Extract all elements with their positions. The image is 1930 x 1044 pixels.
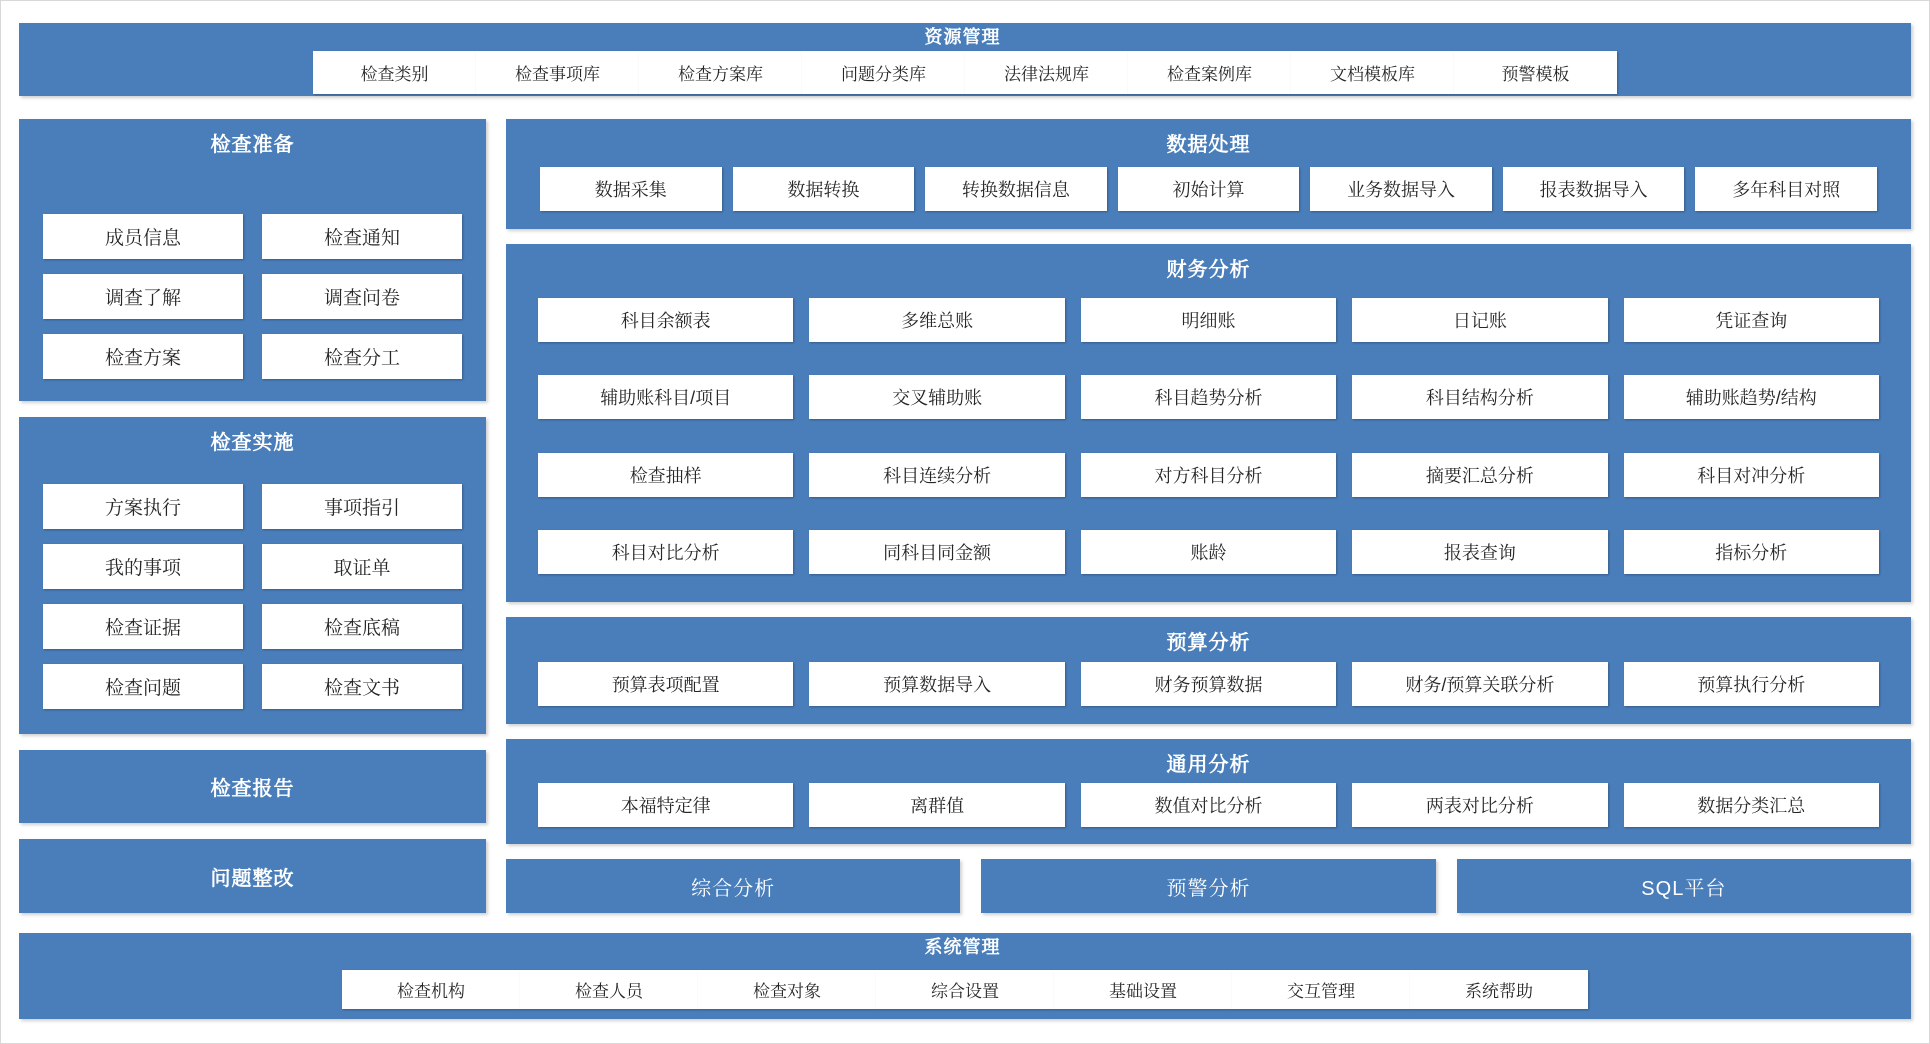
panel-title: 检查实施 xyxy=(210,432,295,454)
panel-inspection-preparation xyxy=(19,119,486,401)
financial-analysis-button[interactable]: 科目对冲分析 xyxy=(1624,453,1879,497)
resource-bar-button[interactable]: 问题分类库 xyxy=(802,51,965,94)
system-bar-button[interactable]: 检查人员 xyxy=(520,970,698,1009)
financial-analysis-button[interactable]: 同科目同金额 xyxy=(809,530,1064,574)
financial-analysis-button[interactable]: 检查抽样 xyxy=(538,453,793,497)
financial-analysis-button[interactable]: 辅助账趋势/结构 xyxy=(1624,375,1879,419)
prep-panel-buttons xyxy=(19,157,486,401)
panel-sql-platform[interactable]: SQL平台 xyxy=(1457,859,1911,913)
financial-analysis-button[interactable]: 摘要汇总分析 xyxy=(1352,453,1607,497)
panel-warning-analysis[interactable]: 预警分析 xyxy=(981,859,1435,913)
panel-financial-analysis xyxy=(506,244,1911,602)
panel-title: 通用分析 xyxy=(1166,754,1251,776)
general-analysis-button[interactable]: 数值对比分析 xyxy=(1081,783,1336,827)
system-management-bar xyxy=(19,933,1911,1019)
financial-analysis-button[interactable]: 指标分析 xyxy=(1624,530,1879,574)
financial-analysis-button[interactable]: 日记账 xyxy=(1352,298,1607,342)
resource-bar-button[interactable]: 检查方案库 xyxy=(639,51,802,94)
budget-analysis-button[interactable]: 预算数据导入 xyxy=(809,662,1064,706)
prep-panel-button[interactable]: 调查了解 xyxy=(43,274,243,319)
panel-problem-rectification[interactable] xyxy=(19,839,486,913)
system-bar-button[interactable]: 基础设置 xyxy=(1054,970,1232,1009)
data-processing-button[interactable]: 多年科目对照 xyxy=(1695,167,1877,211)
right-column xyxy=(506,119,1911,913)
budget-analysis-button[interactable]: 预算执行分析 xyxy=(1624,662,1879,706)
impl-panel-button[interactable]: 方案执行 xyxy=(43,484,243,529)
budget-analysis-buttons xyxy=(506,655,1911,724)
financial-analysis-button[interactable]: 凭证查询 xyxy=(1624,298,1879,342)
general-analysis-button[interactable]: 本福特定律 xyxy=(538,783,793,827)
system-bar-button[interactable]: 系统帮助 xyxy=(1410,970,1588,1009)
system-bar-button[interactable]: 交互管理 xyxy=(1232,970,1410,1009)
financial-analysis-button[interactable]: 科目结构分析 xyxy=(1352,375,1607,419)
financial-analysis-button[interactable]: 科目对比分析 xyxy=(538,530,793,574)
prep-panel-button[interactable]: 检查方案 xyxy=(43,334,243,379)
financial-analysis-button[interactable]: 辅助账科目/项目 xyxy=(538,375,793,419)
prep-panel-button[interactable]: 调查问卷 xyxy=(262,274,462,319)
budget-analysis-button[interactable]: 财务/预算关联分析 xyxy=(1352,662,1607,706)
system-management-label: 系统管理 xyxy=(924,937,1001,957)
system-bar-button[interactable]: 检查机构 xyxy=(342,970,520,1009)
panel-title: 预算分析 xyxy=(1166,632,1251,654)
data-processing-button[interactable]: 初始计算 xyxy=(1118,167,1300,211)
panel-inspection-implementation xyxy=(19,417,486,734)
financial-analysis-buttons xyxy=(506,282,1911,602)
impl-panel-button[interactable]: 我的事项 xyxy=(43,544,243,589)
panel-title: 检查准备 xyxy=(210,134,295,156)
impl-panel-button[interactable]: 检查底稿 xyxy=(262,604,462,649)
impl-panel-button[interactable]: 取证单 xyxy=(262,544,462,589)
panel-inspection-report[interactable] xyxy=(19,750,486,823)
data-processing-button[interactable]: 数据转换 xyxy=(733,167,915,211)
system-bar-buttons xyxy=(325,959,1605,1019)
prep-panel-button[interactable]: 检查分工 xyxy=(262,334,462,379)
system-bar-button[interactable]: 检查对象 xyxy=(698,970,876,1009)
data-processing-button[interactable]: 数据采集 xyxy=(540,167,722,211)
resource-management-label: 资源管理 xyxy=(924,27,1001,47)
resource-bar-button[interactable]: 文档模板库 xyxy=(1291,51,1454,94)
general-analysis-buttons xyxy=(506,777,1911,844)
budget-analysis-button[interactable]: 预算表项配置 xyxy=(538,662,793,706)
general-analysis-button[interactable]: 两表对比分析 xyxy=(1352,783,1607,827)
panel-title: 数据处理 xyxy=(1166,134,1251,156)
impl-panel-button[interactable]: 检查文书 xyxy=(262,664,462,709)
resource-bar-button[interactable]: 检查案例库 xyxy=(1128,51,1291,94)
general-analysis-button[interactable]: 离群值 xyxy=(809,783,1064,827)
main-area xyxy=(19,119,1911,913)
financial-analysis-button[interactable]: 多维总账 xyxy=(809,298,1064,342)
panel-title: 检查报告 xyxy=(210,778,295,800)
impl-panel-buttons xyxy=(19,455,486,734)
data-processing-button[interactable]: 报表数据导入 xyxy=(1503,167,1685,211)
resource-management-bar xyxy=(19,23,1911,96)
panel-data-processing xyxy=(506,119,1911,229)
prep-panel-button[interactable]: 检查通知 xyxy=(262,214,462,259)
general-analysis-button[interactable]: 数据分类汇总 xyxy=(1624,783,1879,827)
resource-bar-button[interactable]: 预警模板 xyxy=(1454,51,1617,94)
financial-analysis-button[interactable]: 科目余额表 xyxy=(538,298,793,342)
panel-general-analysis xyxy=(506,739,1911,844)
bottom-analysis-panels xyxy=(506,859,1911,913)
budget-analysis-button[interactable]: 财务预算数据 xyxy=(1081,662,1336,706)
impl-panel-button[interactable]: 检查问题 xyxy=(43,664,243,709)
financial-analysis-button[interactable]: 报表查询 xyxy=(1352,530,1607,574)
resource-bar-button[interactable]: 法律法规库 xyxy=(965,51,1128,94)
impl-panel-button[interactable]: 事项指引 xyxy=(262,484,462,529)
financial-analysis-button[interactable]: 科目趋势分析 xyxy=(1081,375,1336,419)
financial-analysis-button[interactable]: 交叉辅助账 xyxy=(809,375,1064,419)
impl-panel-button[interactable]: 检查证据 xyxy=(43,604,243,649)
data-processing-buttons xyxy=(506,157,1911,229)
resource-bar-buttons xyxy=(296,49,1634,96)
financial-analysis-button[interactable]: 对方科目分析 xyxy=(1081,453,1336,497)
financial-analysis-button[interactable]: 科目连续分析 xyxy=(809,453,1064,497)
financial-analysis-button[interactable]: 账龄 xyxy=(1081,530,1336,574)
panel-title: 问题整改 xyxy=(210,867,295,890)
data-processing-button[interactable]: 业务数据导入 xyxy=(1310,167,1492,211)
panel-budget-analysis xyxy=(506,617,1911,724)
resource-bar-button[interactable]: 检查事项库 xyxy=(476,51,639,94)
resource-bar-button[interactable]: 检查类别 xyxy=(313,51,476,94)
system-bar-button[interactable]: 综合设置 xyxy=(876,970,1054,1009)
data-processing-button[interactable]: 转换数据信息 xyxy=(925,167,1107,211)
panel-comprehensive-analysis[interactable]: 综合分析 xyxy=(506,859,960,913)
financial-analysis-button[interactable]: 明细账 xyxy=(1081,298,1336,342)
panel-title: 财务分析 xyxy=(1166,259,1251,281)
left-column xyxy=(19,119,486,913)
prep-panel-button[interactable]: 成员信息 xyxy=(43,214,243,259)
